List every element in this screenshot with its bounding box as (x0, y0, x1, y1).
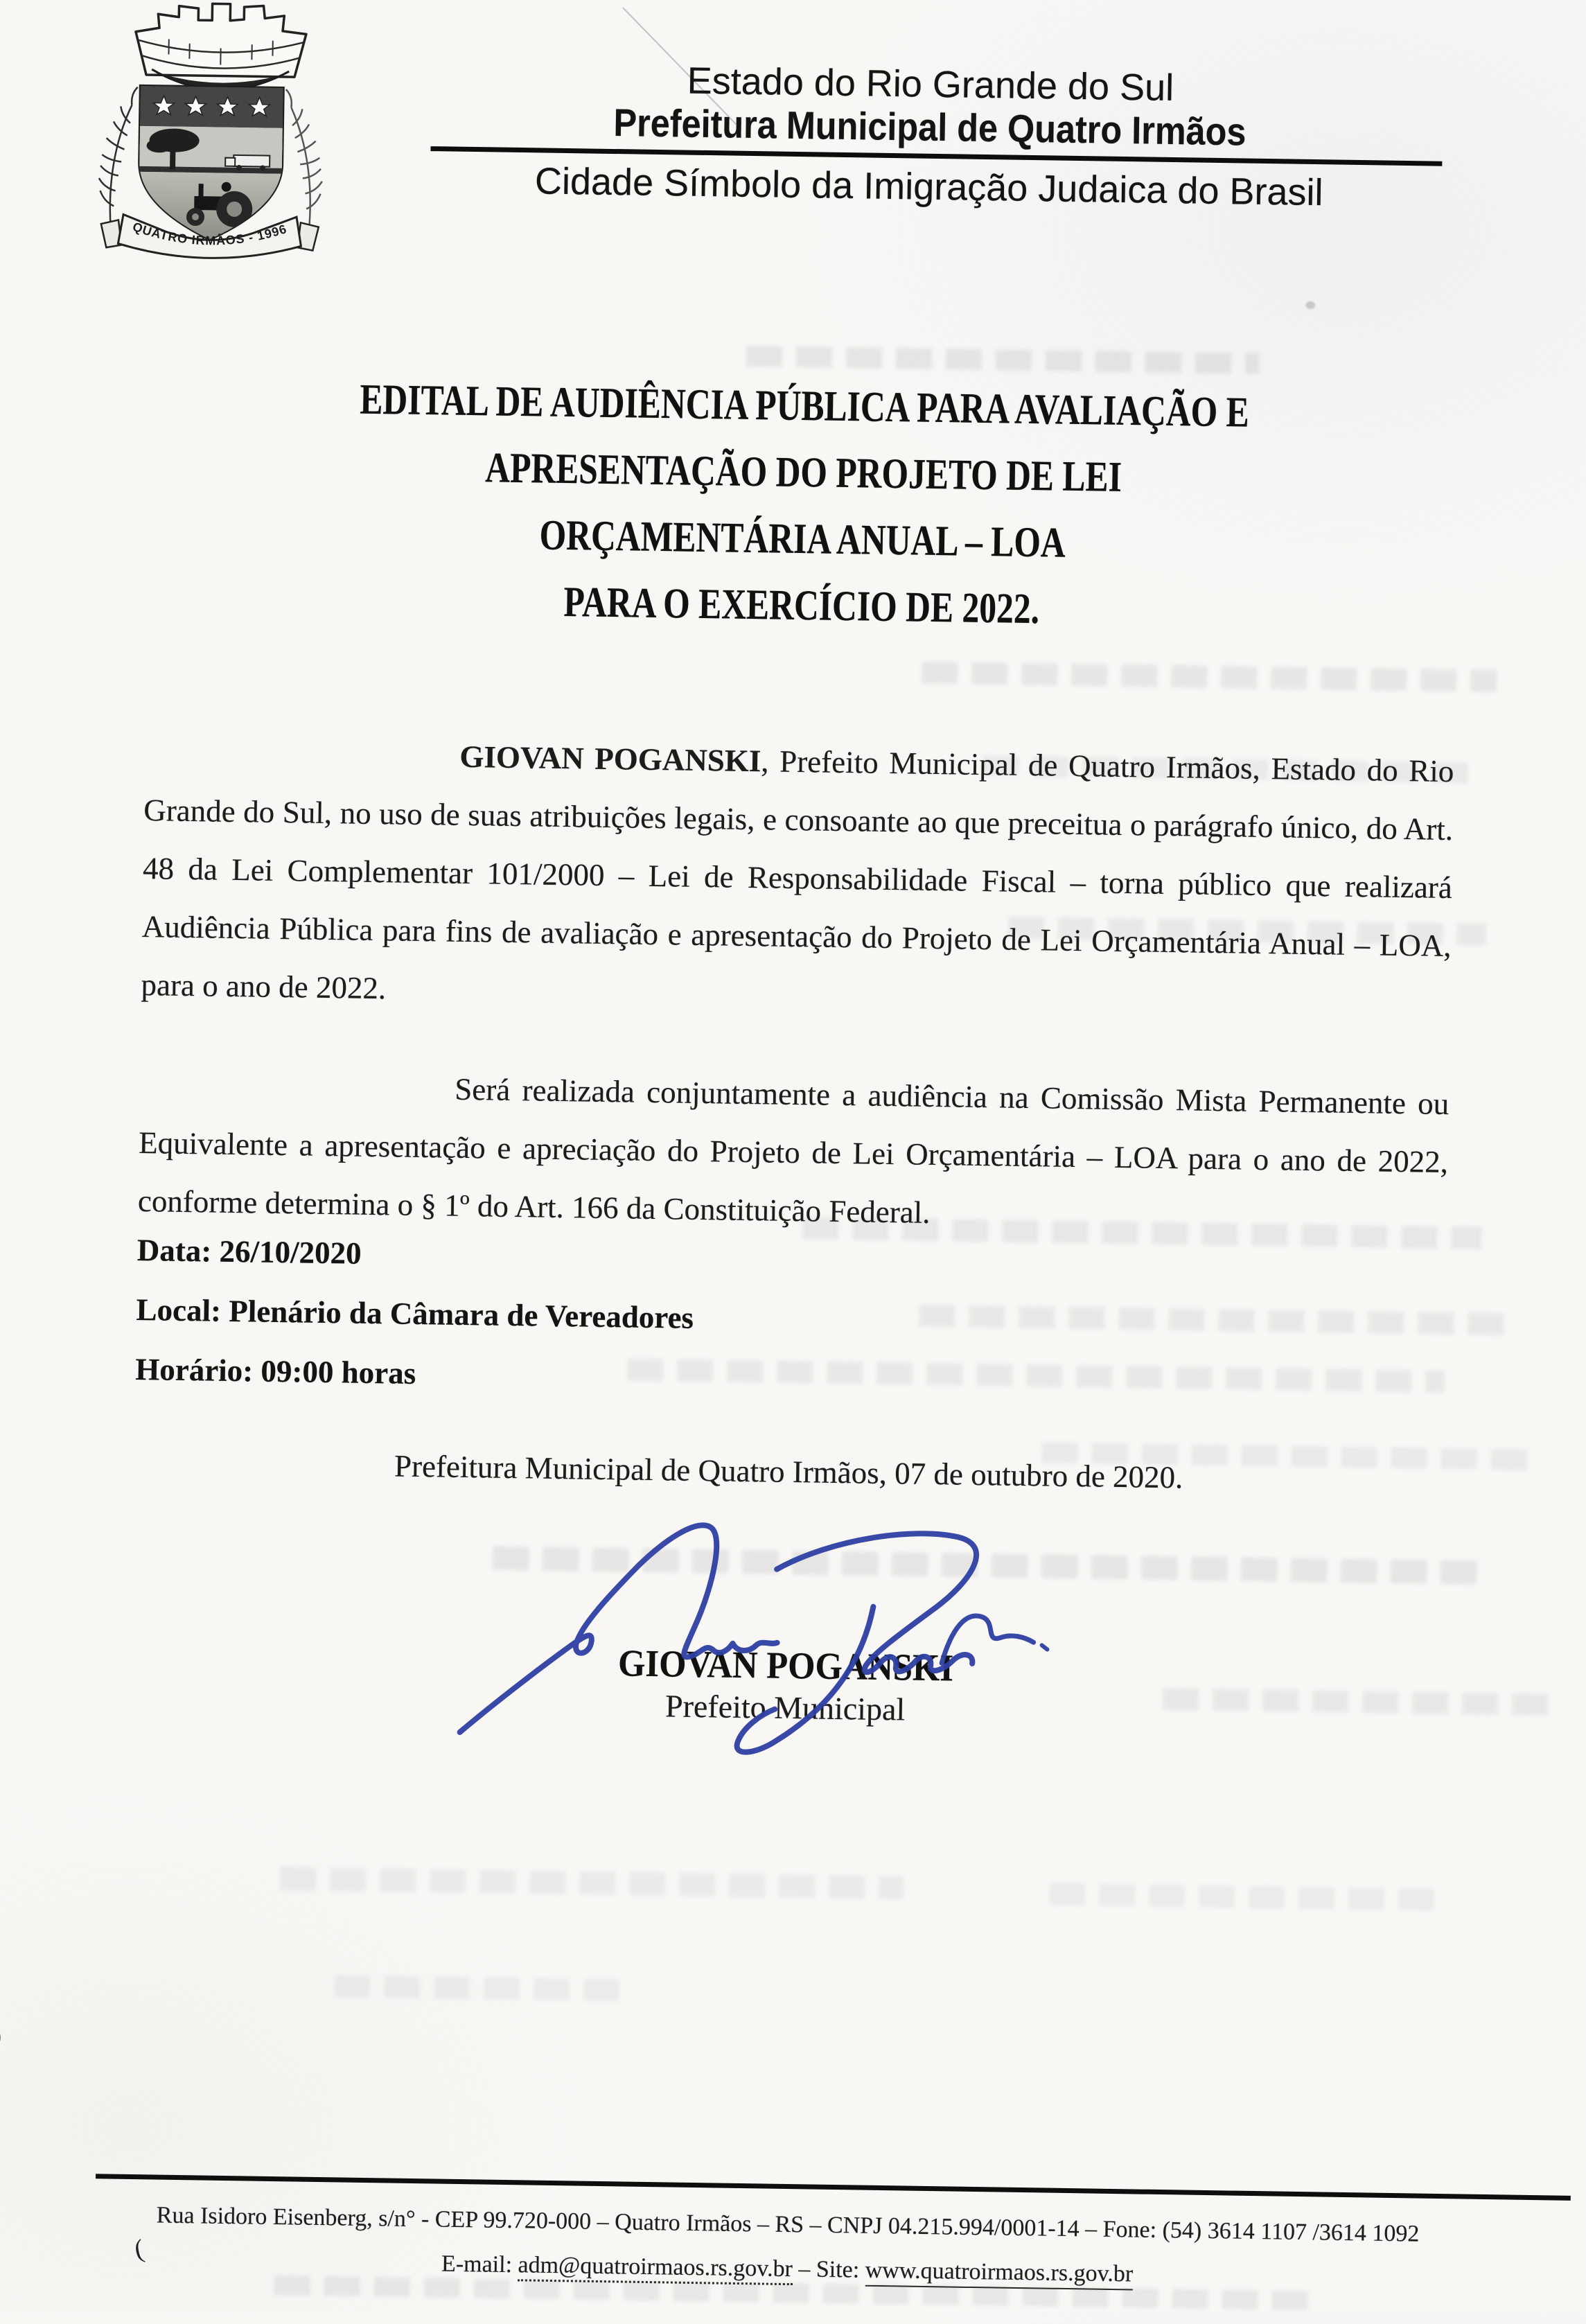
scan-smudge-artifact (1305, 301, 1315, 309)
header-motto-line: Cidade Símbolo da Imigração Judaica do Brasil (534, 160, 1323, 214)
header-state-line: Estado do Rio Grande do Sul (687, 60, 1174, 109)
bleed-through-artifact (1049, 1883, 1437, 1911)
footer-site-label: – Site: (792, 2256, 866, 2283)
signatory-role: Prefeito Municipal (664, 1688, 906, 1727)
stray-pen-mark: ( (132, 2234, 147, 2265)
wheat-left-icon (98, 87, 138, 229)
mayor-name-lead: GIOVAN POGANSKI (459, 739, 761, 779)
event-info-block (135, 1220, 1447, 1418)
bleed-through-artifact (280, 1867, 904, 1899)
bleed-through-artifact (334, 1975, 632, 2001)
title-line-1: EDITAL DE AUDIÊNCIA PÚBLICA PARA AVALIAÇÃO E (359, 376, 1250, 437)
title-line-4: PARA O EXERCÍCIO DE 2022. (563, 579, 1040, 633)
title-line-3: ORÇAMENTÁRIA ANUAL – LOA (539, 511, 1066, 567)
mural-crown-icon (135, 3, 307, 92)
event-location-line: Local: Plenário da Câmara de Vereadores (136, 1292, 694, 1335)
closing-dateline: Prefeitura Municipal de Quatro Irmãos, 07 de outubro de 2020. (394, 1448, 1183, 1495)
stray-ink-mark (0, 2030, 2, 2052)
bleed-through-artifact (746, 346, 1259, 374)
body-paragraph-2: Será realizada conjuntamente a audiência na Comissão Mista Permanente ou Equivalente a apresentação e apreciação do Projeto de Lei Orçamentária – LOA para o ano de 2022, conforme determina o § 1º do Art. 166 da Constituição Federal. (137, 1071, 1450, 1230)
footer-email-address: adm@quatroirmaos.rs.gov.br (518, 2252, 793, 2285)
bleed-through-artifact (922, 662, 1497, 692)
handwritten-signature (386, 1480, 1125, 1789)
event-time-line: Horário: 09:00 horas (134, 1351, 416, 1391)
header-municipality-line: Prefeitura Municipal de Quatro Irmãos (613, 100, 1246, 154)
municipal-coat-of-arms (89, 0, 333, 277)
footer-divider-rule (96, 2174, 1571, 2201)
shield-icon (138, 86, 283, 243)
body-paragraph-1 (141, 723, 1454, 1033)
body-paragraph-1-text: , Prefeito Municipal de Quatro Irmãos, Estado do Rio Grande do Sul, no uso de suas atribuições legais, e consoante ao que preceitua o parágrafo único, do Art. 48 da Lei Complementar 101/2000 – Lei de Responsabilidade Fiscal – torna público que realizará Audiência Pública para fins de avaliação e apresentação do Projeto de Lei Orçamentária Anual – LOA, para o ano de 2022. (141, 743, 1454, 1006)
signatory-name: GIOVAN POGANSKI (617, 1641, 954, 1689)
crest-ribbon-text: QUATRO IRMÃOS - 1996 (130, 219, 289, 248)
event-date-line: Data: 26/10/2020 (136, 1232, 362, 1271)
title-line-2: APRESENTAÇÃO DO PROJETO DE LEI (484, 444, 1122, 501)
footer-address-line: Rua Isidoro Eisenberg, s/n° - CEP 99.720-000 – Quatro Irmãos – RS – CNPJ 04.215.994/0001-14 – Fone: (54) 3614 1107 /3614 1092 (156, 2202, 1420, 2247)
footer-email-label: E-mail: (441, 2251, 518, 2278)
wheat-right-icon (284, 89, 324, 231)
footer-site-url: www.quatroirmaos.rs.gov.br (865, 2257, 1133, 2291)
document-title (146, 363, 1459, 649)
